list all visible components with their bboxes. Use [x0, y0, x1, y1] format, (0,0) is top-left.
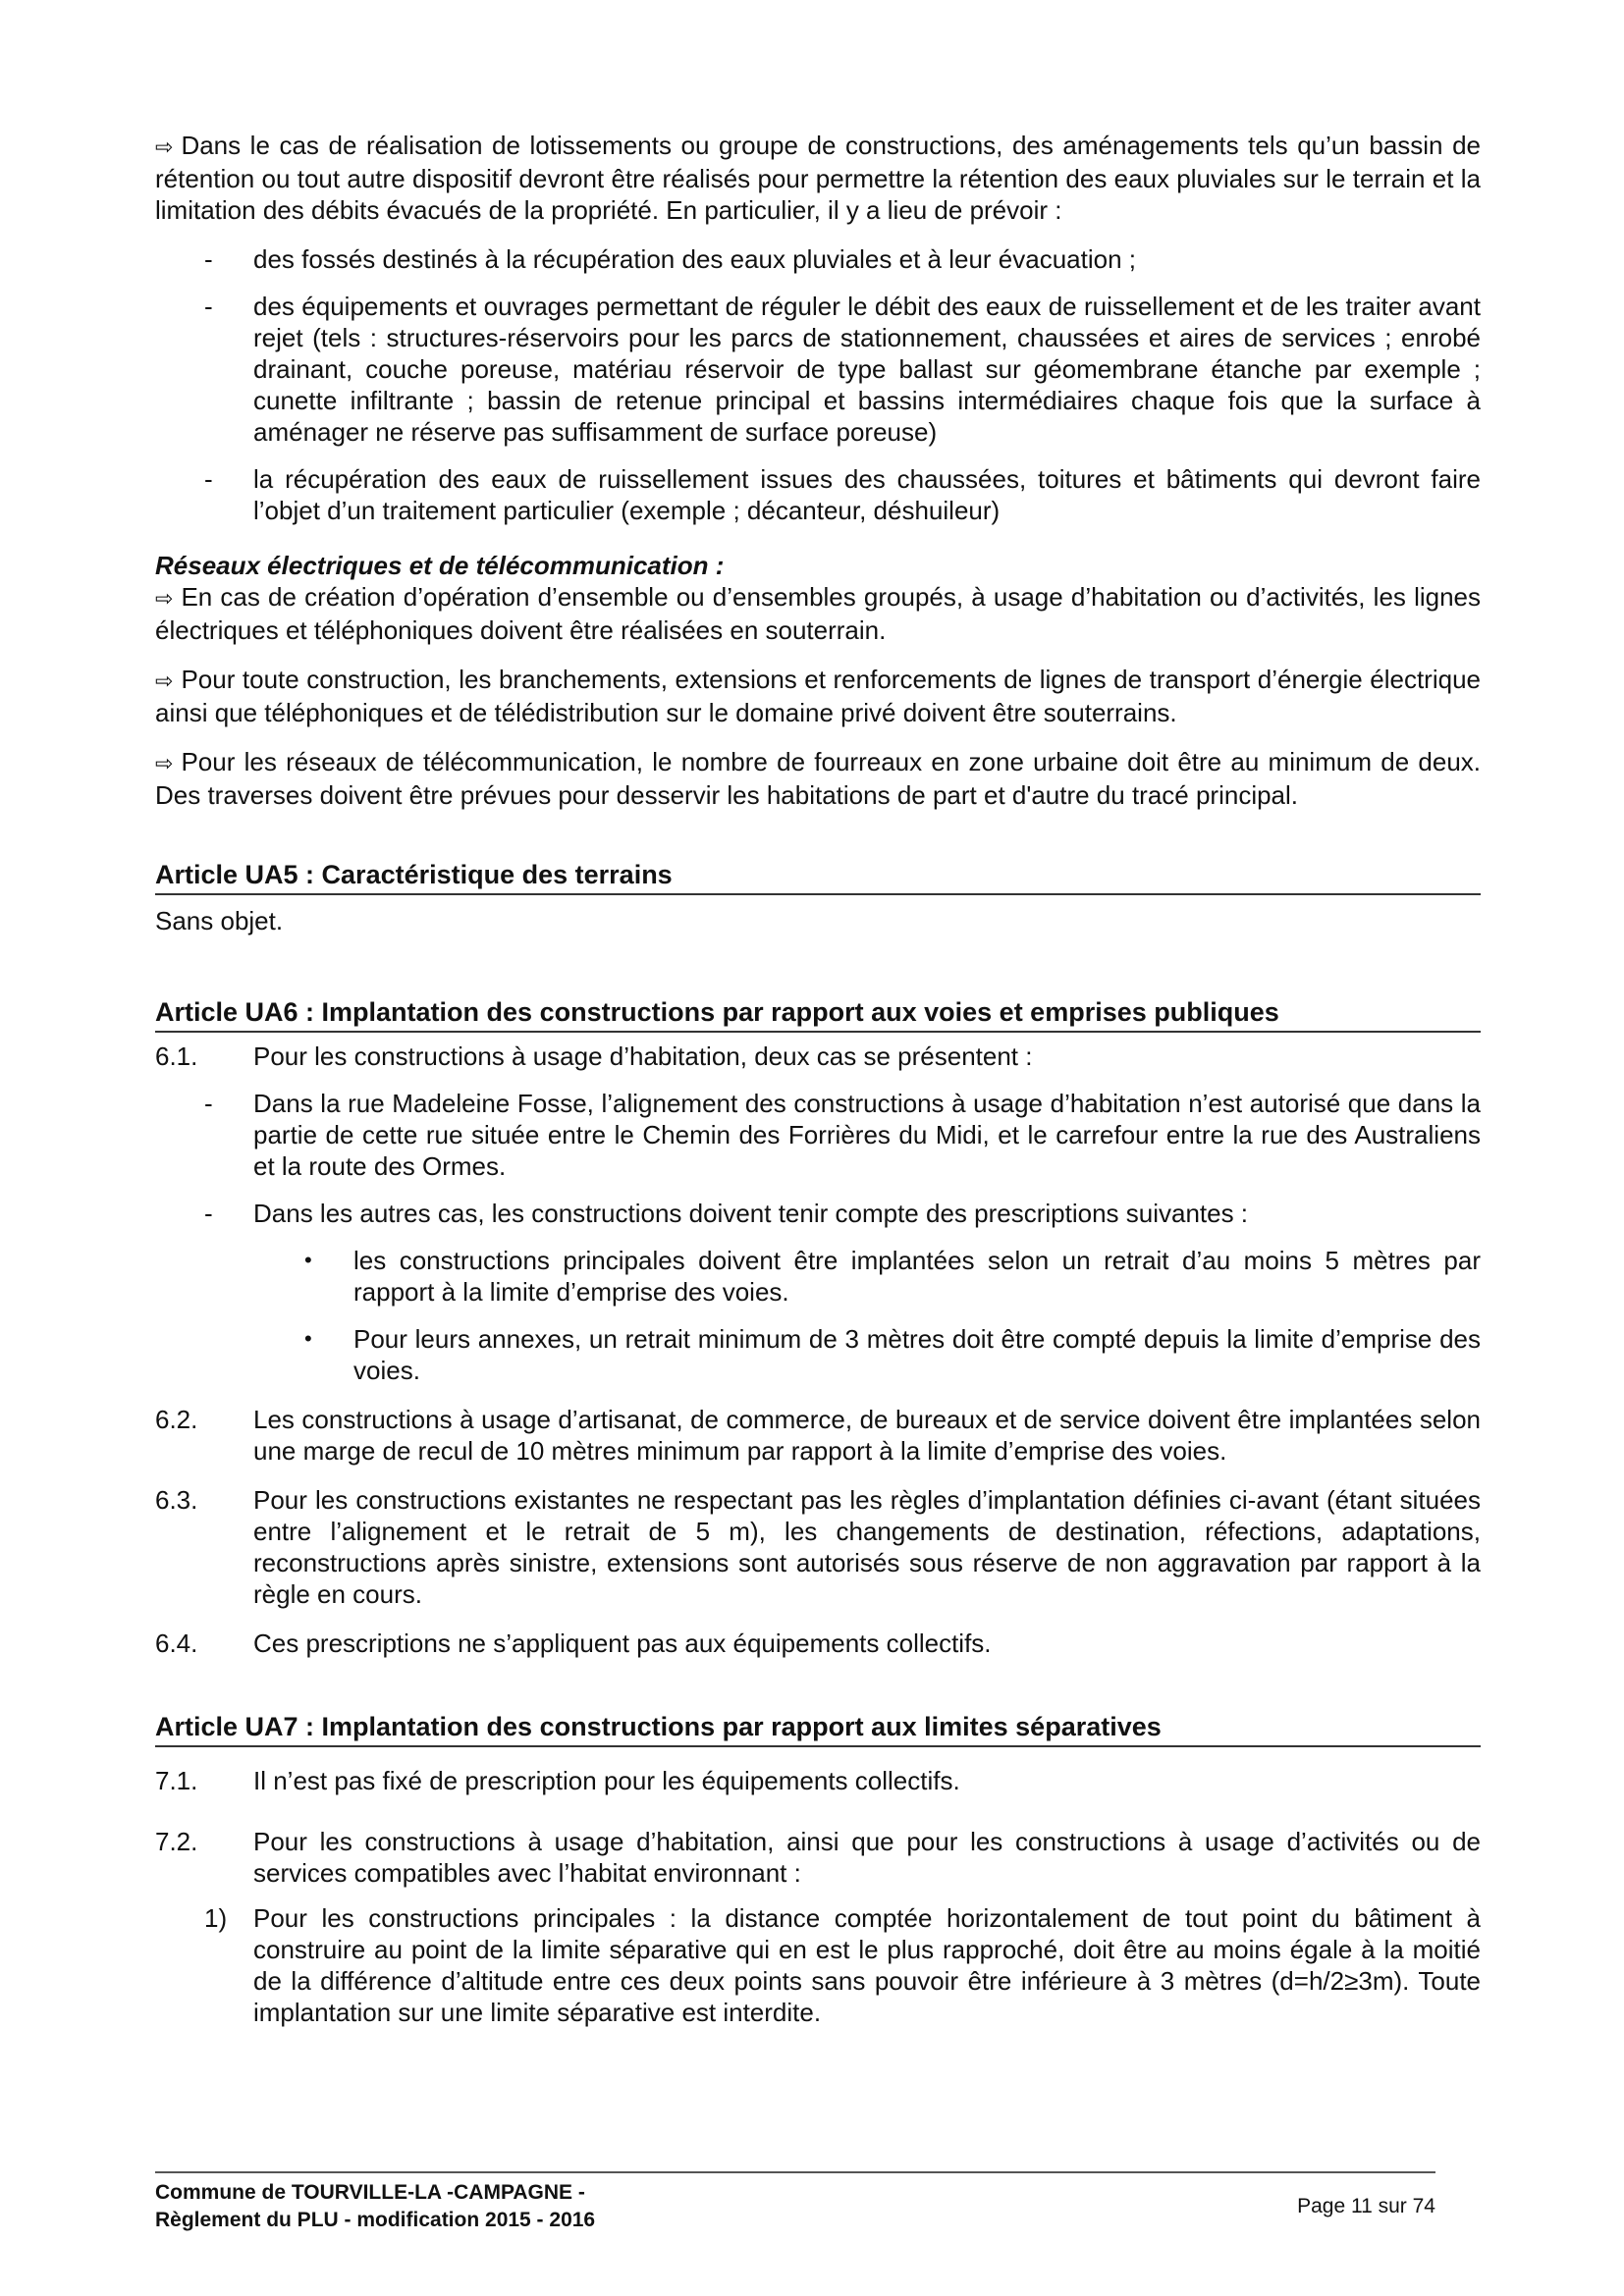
dash-marker: - [204, 244, 213, 274]
bullet-item: • les constructions principales doivent être implantées selon un retrait d’au moins 5 mètres par rapport à la limite d’emprise des voies. [304, 1246, 1481, 1307]
document-page [155, 130, 1481, 2028]
intro-paragraph: ⇨ Dans le cas de réalisation de lotissements ou groupe de constructions, des aménagements tels qu’un bassin de rétention ou tout autre dispositif devront être réalisés pour permettre la rétention des eaux pluviales sur le terrain et la limitation des débits évacués de la propriété. En particulier, il y a lieu de prévoir : [155, 131, 1481, 225]
arrow-right-icon: ⇨ [155, 586, 174, 611]
article-ua6-title: Article UA6 : Implantation des constructions par rapport aux voies et emprises publiques [155, 995, 1481, 1033]
section-6-2: 6.2. Les constructions à usage d’artisanat, de commerce, de bureaux et de service doivent être implantées selon une marge de recul de 10 mètres minimum par rapport à la limite d’emprise des voies. [155, 1405, 1481, 1466]
bullet-item: • Pour leurs annexes, un retrait minimum de 3 mètres doit être compté depuis la limite d’emprise des voies. [304, 1324, 1481, 1385]
dash-marker: - [204, 464, 213, 494]
page-footer [155, 2171, 1435, 2234]
ua5-text: Sans objet. [155, 906, 284, 935]
dash-marker: - [204, 1089, 213, 1118]
list-item: - la récupération des eaux de ruissellement issues des chaussées, toitures et bâtiments qui devront faire l’objet d’un traitement particulier (exemple ; décanteur, déshuileur) [204, 464, 1481, 525]
list-item: - des équipements et ouvrages permettant de réguler le débit des eaux de ruissellement et de les traiter avant rejet (tels : structures-réservoirs pour les parcs de stationnement, chaussées et aires de services ; enrobé drainant, couche poreuse, matériau réservoir de type ballast sur géomembrane étanche par exemple ; cunette infiltrante ; bassin de retenue principal et bassins intermédiaires chaque fois que la surface à aménager ne réserve pas suffisamment de surface poreuse) [204, 292, 1481, 447]
dash-marker: - [204, 1199, 213, 1228]
arrow-right-icon: ⇨ [155, 668, 174, 693]
footer-commune: Commune de TOURVILLE-LA -CAMPAGNE - [155, 2181, 585, 2204]
list-item: - Dans les autres cas, les constructions doivent tenir compte des prescriptions suivantes : [204, 1199, 1249, 1228]
reseaux-heading: Réseaux électriques et de télécommunication : [155, 551, 725, 580]
list-item: - des fossés destinés à la récupération des eaux pluviales et à leur évacuation ; [204, 244, 1136, 274]
arrow-right-icon: ⇨ [155, 134, 174, 159]
section-6-4: 6.4. Ces prescriptions ne s’appliquent pas aux équipements collectifs. [155, 1629, 992, 1658]
arrow-right-icon: ⇨ [155, 751, 174, 775]
reseaux-paragraph: ⇨ En cas de création d’opération d’ensemble ou d’ensembles groupés, à usage d’habitation ou d’activités, les lignes électriques et téléphoniques doivent être réalisées en souterrain. [155, 582, 1481, 645]
list-item: - Dans la rue Madeleine Fosse, l’alignement des constructions à usage d’habitation n’est autorisé que dans la partie de cette rue située entre le Chemin des Forrières du Midi, et le carrefour entre la rue des Australiens et la route des Ormes. [204, 1089, 1481, 1181]
dash-marker: - [204, 292, 213, 321]
article-ua5-title: Article UA5 : Caractéristique des terrains [155, 858, 1481, 895]
list-item: 1) Pour les constructions principales : la distance comptée horizontalement de tout point du bâtiment à construire au point de la limite séparative qui en est le plus rapproché, doit être au moins égale à la moitié de la différence d’altitude entre ces deux points sans pouvoir être inférieure à 3 mètres (d=h/2≥3m). Toute implantation sur une limite séparative est interdite. [204, 1903, 1481, 2027]
section-7-2: 7.2. Pour les constructions à usage d’habitation, ainsi que pour les constructions à usage d’activités ou de services compatibles avec l’habitat environnant : [155, 1827, 1481, 1888]
section-7-1: 7.1. Il n’est pas fixé de prescription pour les équipements collectifs. [155, 1766, 960, 1795]
footer-reglement: Règlement du PLU - modification 2015 - 2016 [155, 2209, 596, 2231]
bullet-icon: • [304, 1326, 312, 1351]
section-6-1: 6.1. Pour les constructions à usage d’habitation, deux cas se présentent : [155, 1041, 1033, 1071]
bullet-icon: • [304, 1248, 312, 1272]
reseaux-paragraph: ⇨ Pour toute construction, les branchements, extensions et renforcements de lignes de transport d’énergie électrique ainsi que téléphoniques et de télédistribution sur le domaine privé doivent être souterrains. [155, 665, 1481, 727]
section-6-3: 6.3. Pour les constructions existantes ne respectant pas les règles d’implantation définies ci-avant (étant situées entre l’alignement et le retrait de 5 m), les changements de destination, réfections, adaptations, reconstructions après sinistre, extensions sont autorisés sous réserve de non aggravation par rapport à la règle en cours. [155, 1485, 1481, 1609]
reseaux-paragraph: ⇨ Pour les réseaux de télécommunication, le nombre de fourreaux en zone urbaine doit être au minimum de deux. Des traverses doivent être prévues pour desservir les habitations de part et d'autre du tracé principal. [155, 747, 1481, 810]
article-ua7-title: Article UA7 : Implantation des constructions par rapport aux limites séparatives [155, 1710, 1481, 1747]
page-number: Page 11 sur 74 [1297, 2195, 1435, 2217]
